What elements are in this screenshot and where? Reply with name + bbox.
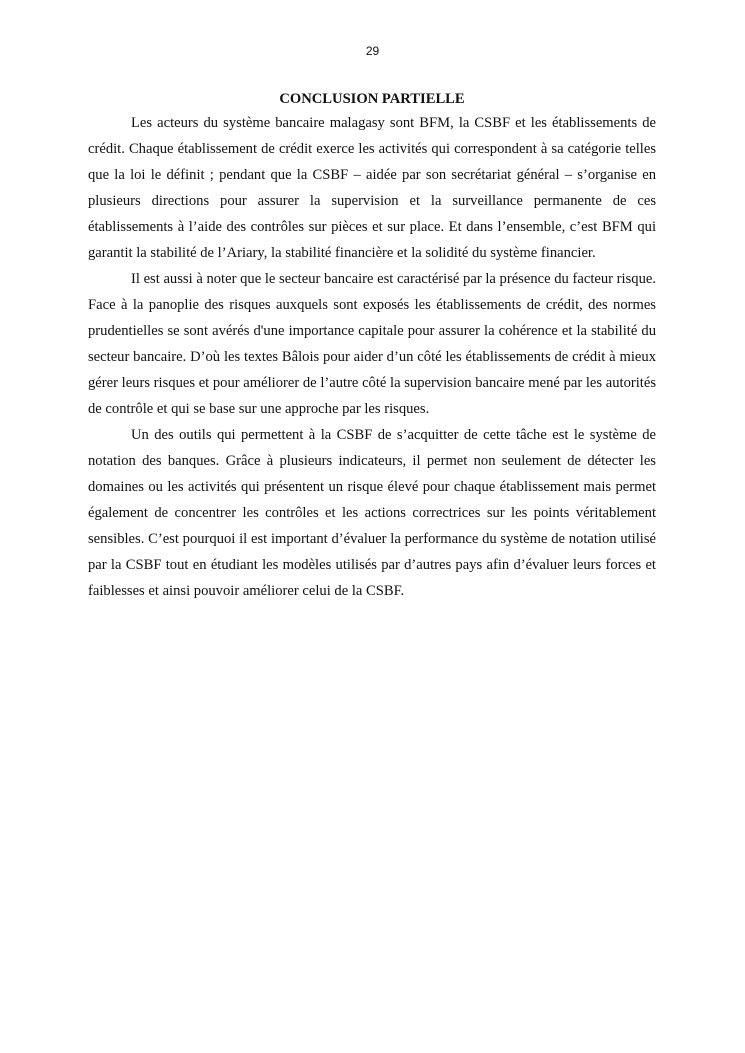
paragraph-rating-system: Un des outils qui permettent à la CSBF de s’acquitter de cette tâche est le système de notation des banques. Grâce à plusieurs indicateurs, il permet non seulement de détecter les domaines ou les activités qui présentent un risque élevé pour chaque établissement mais permet également de concentrer les contrôles et les actions correctrices sur les points véritablement sensibles. C’est pourquoi il est important d’évaluer la performance du système de notation utilisé par la CSBF tout en étudiant les modèles utilisés par d’autres pays afin d’évaluer leurs forces et faiblesses et ainsi pouvoir améliorer celui de la CSBF. (88, 427, 656, 599)
document-body (88, 88, 656, 604)
paragraph-actors: Les acteurs du système bancaire malagasy sont BFM, la CSBF et les établissements de crédit. Chaque établissement de crédit exerce les activités qui correspondent à sa catégorie telles que la loi le définit ; pendant que la CSBF – aidée par son secrétariat général – s’organise en plusieurs directions pour assurer la supervision et la surveillance permanente de ces établissements à l’aide des contrôles sur pièces et sur place. Et dans l’ensemble, c’est BFM qui garantit la stabilité de l’Ariary, la stabilité financière et la solidité du système financier. (88, 115, 656, 261)
paragraph-risk: Il est aussi à noter que le secteur bancaire est caractérisé par la présence du facteur risque. Face à la panoplie des risques auxquels sont exposés les établissements de crédit, des normes prudentielles se sont avérés d'une importance capitale pour assurer la cohérence et la stabilité du secteur bancaire. D’où les textes Bâlois pour aider d’un côté les établissements de crédit à mieux gérer leurs risques et pour améliorer de l’autre côté la supervision bancaire mené par les autorités de contrôle et qui se base sur une approche par les risques. (88, 271, 656, 417)
section-title: CONCLUSION PARTIELLE (279, 91, 465, 107)
page-number: 29 (365, 44, 380, 58)
